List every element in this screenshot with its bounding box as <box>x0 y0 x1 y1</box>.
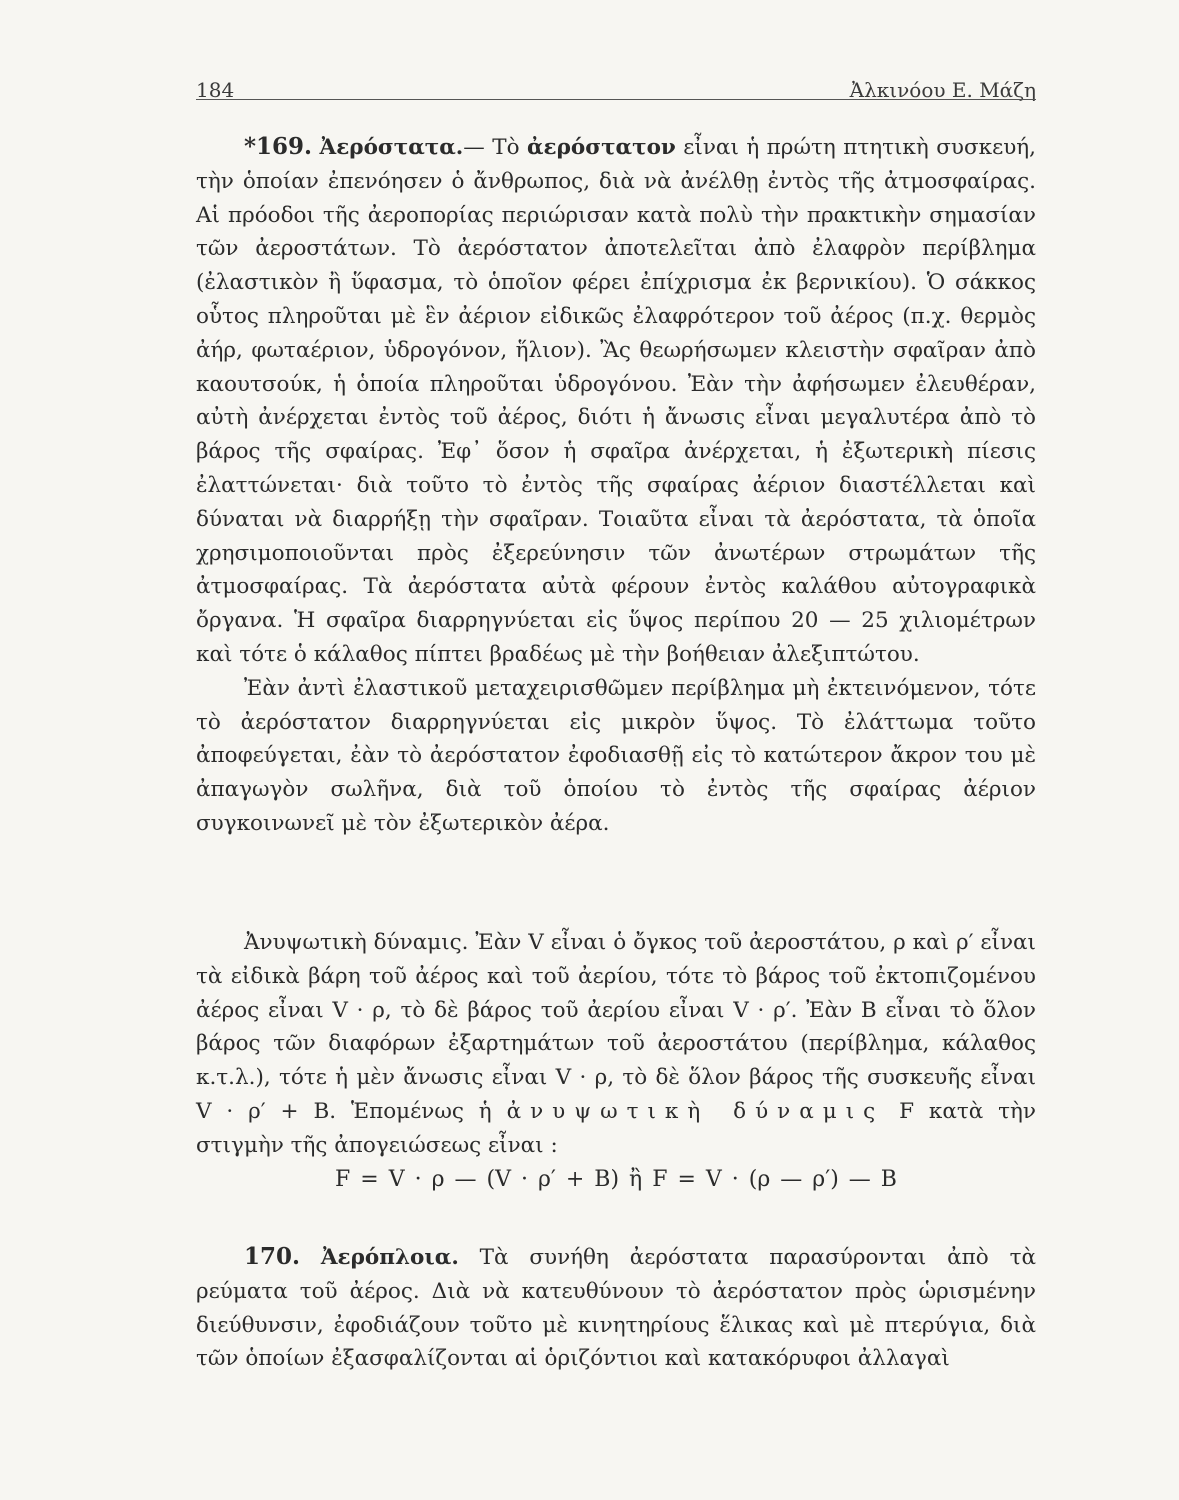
lifting-force-formula: F = V · ρ — (V · ρ′ + B) ἢ F = V · (ρ — ρ′) — B <box>335 1166 897 1192</box>
header-rule <box>196 99 1036 100</box>
page-header <box>196 68 1036 102</box>
section-170 <box>196 1240 1036 1376</box>
section-170-title: Ἀερόπλοια. <box>320 1245 459 1270</box>
section-170-paragraph <box>196 1240 1036 1376</box>
section-169-dash: — Τὸ <box>463 135 520 160</box>
section-169-paragraph-1-text: εἶναι ἡ πρώτη πτητικὴ συσκευή, τὴν ὁποίαν ἐπενόησεν ὁ ἄνθρωπος, διὰ νὰ ἀνέλθῃ ἐντὸς τῆς ἀτμοσφαίρας. Αἱ πρόοδοι τῆς ἀεροπορίας περιώρισαν κατὰ πολὺ τὴν πρακτικὴν σημασίαν τῶν ἀεροστάτων. Τὸ ἀερόστατον ἀποτελεῖται ἀπὸ ἐλαφρὸν περίβλημα (ἐλαστικὸν ἢ ὕφασμα, τὸ ὁποῖον φέρει ἐπίχρισμα ἐκ βερνικίου). Ὁ σάκκος οὗτος πληροῦται μὲ ἓν ἀέριον εἰδικῶς ἐλαφρότερον τοῦ ἀέρος (π.χ. θερμὸς ἀήρ, φωταέριον, ὑδρογόνον, ἥλιον). Ἂς θεωρήσωμεν κλειστὴν σφαῖραν ἀπὸ καουτσούκ, ἡ ὁποία πληροῦται ὑδρογόνου. Ἐὰν τὴν ἀφήσωμεν ἐλευθέραν, αὐτὴ ἀνέρχεται ἐντὸς τοῦ ἀέρος, διότι ἡ ἄνωσις εἶναι μεγαλυτέρα ἀπὸ τὸ βάρος τῆς σφαίρας. Ἐφ᾽ ὅσον ἡ σφαῖρα ἀνέρχεται, ἡ ἐξωτερικὴ πίεσις ἐλαττώνεται· διὰ τοῦτο τὸ ἐντὸς τῆς σφαίρας ἀέριον διαστέλλεται καὶ δύναται νὰ διαρρήξῃ τὴν σφαῖραν. Τοιαῦτα εἶναι τὰ ἀερόστατα, τὰ ὁποῖα χρησιμοποιοῦνται πρὸς ἐξερεύνησιν τῶν ἀνωτέρων στρωμάτων τῆς ἀτμοσφαίρας. Τὰ ἀερόστατα αὐτὰ φέρουν ἐντὸς καλάθου αὐτογραφικὰ ὄργανα. Ἡ σφαῖρα διαρρηγνύεται εἰς ὕψος περίπου 20 — 25 χιλιομέτρων καὶ τότε ὁ κάλαθος πίπτει βραδέως μὲ τὴν βοήθειαν ἀλεξιπτώτου. <box>196 135 1036 667</box>
term-aerostat: ἀερόστατον <box>526 135 676 160</box>
section-169-paragraph-1 <box>196 130 1036 672</box>
section-170-number: 170. <box>244 1243 301 1270</box>
section-169-number: *169. <box>244 133 313 160</box>
lifting-force-paragraph <box>196 926 1036 1163</box>
lifting-force-block <box>196 926 1036 1196</box>
lifting-force-spaced-term: ἀνυψωτικὴ δύναμις <box>506 1098 885 1124</box>
lifting-force-text-start: Ἀνυψωτικὴ δύναμις. Ἐὰν V εἶναι ὁ ὄγκος τοῦ ἀεροστάτου, ρ καὶ ρ′ εἶναι τὰ εἰδικὰ βάρη τοῦ ἀέρος καὶ τοῦ ἀερίου, τότε τὸ βάρος τοῦ ἐκτοπιζομένου ἀέρος εἶναι V · ρ, τὸ δὲ βάρος τοῦ ἀερίου εἶναι V · ρ′. Ἐὰν Β εἶναι τὸ ὅλον βάρος τῶν διαφόρων ἐξαρτημάτων τοῦ ἀεροστάτου (περίβλημα, κάλαθος κ.τ.λ.), τότε ἡ μὲν ἄνωσις εἶναι V · ρ, τὸ δὲ ὅλον βάρος τῆς συσκευῆς εἶναι V · ρ′ + Β. Ἑπομένως ἡ <box>196 930 1036 1124</box>
page-number: 184 <box>196 78 235 102</box>
section-169 <box>196 130 1036 841</box>
section-170-text: Τὰ συνήθη ἀερόστατα παρασύρονται ἀπὸ τὰ ρεύματα τοῦ ἀέρος. Διὰ νὰ κατευθύνουν τὸ ἀερόστατον πρὸς ὡρισμένην διεύθυνσιν, ἐφοδιάζουν τοῦτο μὲ κινητηρίους ἕλικας καὶ μὲ πτερύγια, διὰ τῶν ὁποίων ἐξασφαλίζονται αἱ ὁριζόντιοι καὶ κατακόρυφοι ἀλλαγαὶ <box>196 1245 1036 1372</box>
running-title: Ἀλκινόου Ε. Μάζη <box>849 78 1036 102</box>
lifting-force-text-end: F κατὰ τὴν στιγμὴν τῆς ἀπογειώσεως εἶναι : <box>196 1098 1037 1158</box>
section-169-paragraph-2: Ἐὰν ἀντὶ ἐλαστικοῦ μεταχειρισθῶμεν περίβλημα μὴ ἐκτεινόμενον, τότε τὸ ἀερόστατον διαρρηγνύεται εἰς μικρὸν ὕψος. Τὸ ἐλάττωμα τοῦτο ἀποφεύγεται, ἐὰν τὸ ἀερόστατον ἐφοδιασθῇ εἰς τὸ κατώτερον ἄκρον του μὲ ἀπαγωγὸν σωλῆνα, διὰ τοῦ ὁποίου τὸ ἐντὸς τῆς σφαίρας ἀέριον συγκοινωνεῖ μὲ τὸν ἐξωτερικὸν ἀέρα. <box>196 675 1036 836</box>
section-169-title: Ἀερόστατα. <box>319 135 464 160</box>
